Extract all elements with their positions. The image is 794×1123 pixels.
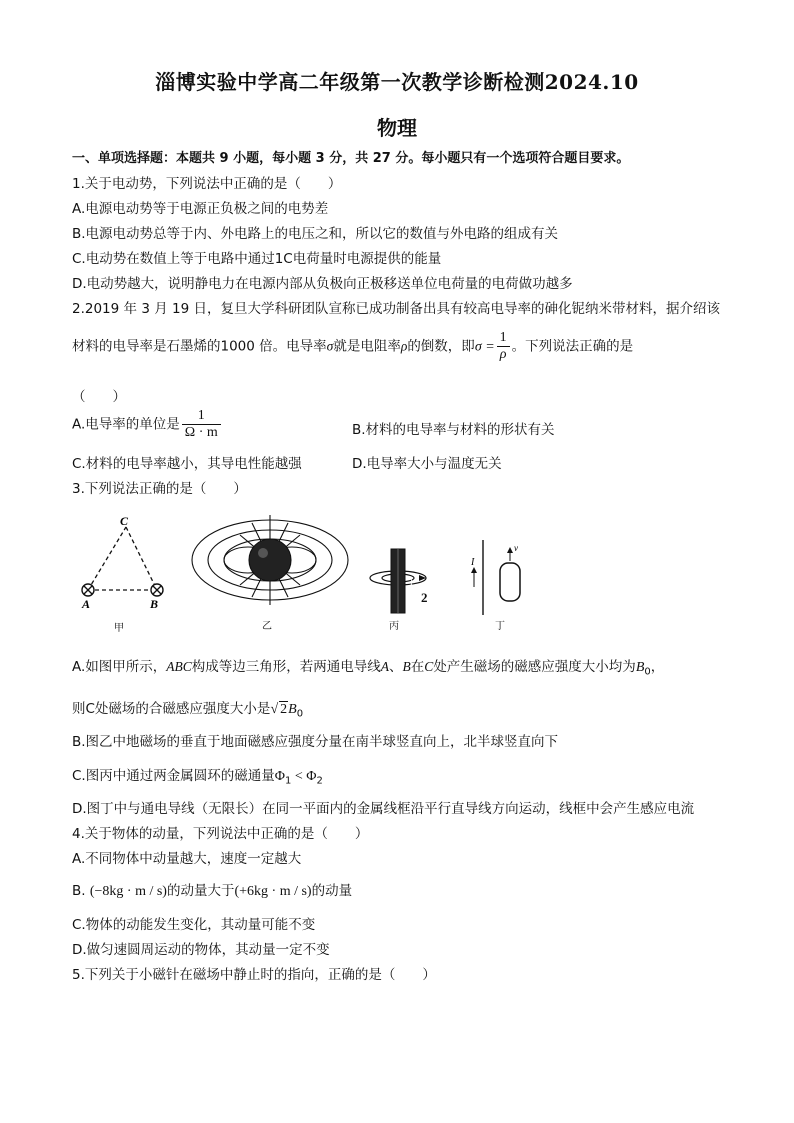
q1-stem: 1.关于电动势，下列说法中正确的是（ ） — [72, 176, 342, 192]
label-ding: 丁 — [495, 621, 505, 632]
q3-a-point-c: C — [424, 659, 434, 674]
label-one: 1 — [409, 577, 414, 587]
q3-a2-b: B — [288, 702, 297, 717]
q3-option-d: D.图丁中与通电导线（无限长）在同一平面内的金属线框沿平行直导线方向运动，线框中会产生感应电流 — [72, 801, 695, 817]
q3-c-sub2: 2 — [316, 775, 323, 787]
q2-option-d: D.电导率大小与温度无关 — [352, 456, 502, 472]
figure-bing — [370, 549, 428, 632]
label-bing: 丙 — [389, 621, 399, 632]
q3-a2-b-sub: 0 — [296, 708, 304, 720]
q3-a-end: ， — [650, 659, 665, 675]
label-jia: 甲 — [114, 623, 124, 634]
q3-a2-sqrt: 2 — [280, 702, 288, 717]
q2-text-a: 材料的电导率是石墨烯的1000 倍。电导率 — [72, 338, 327, 355]
q3-a-wire-a: A — [380, 659, 390, 674]
q3-c-lt: < — [291, 769, 307, 784]
q3-c-phi1: Φ — [274, 769, 285, 784]
q3-c-sub1: 1 — [284, 775, 292, 787]
label-i: I — [471, 557, 475, 568]
q3-c-phi2: Φ — [306, 769, 317, 784]
label-a: A — [82, 597, 91, 611]
q5-stem: 5.下列关于小磁针在磁场中静止时的指向，正确的是（ ） — [72, 967, 436, 983]
q3-a-wire-b: B — [402, 659, 411, 674]
q2-stem-line1: 2.2019 年 3 月 19 日，复旦大学科研团队宣称已成功制备出具有较高电导率的砷化铌纳米带材料，据介绍该 — [72, 301, 720, 317]
q3-a-b0: B — [635, 660, 645, 675]
q2-option-c: C.材料的电导率越小，其导电性能越强 — [72, 456, 302, 472]
q3-option-a-line1 — [72, 655, 664, 678]
q4-option-a: A.不同物体中动量越大，速度一定越大 — [72, 851, 302, 867]
q2-option-b: B.材料的电导率与材料的形状有关 — [352, 422, 555, 438]
exam-title: 淄博实验中学高二年级第一次教学诊断检测2024.10 — [155, 70, 639, 94]
q4-stem: 4.关于物体的动量，下列说法中正确的是（ ） — [72, 826, 369, 842]
q2-unit-fraction — [182, 408, 221, 441]
figure-jia — [81, 514, 163, 634]
q3-a-b0-sub: 0 — [644, 666, 651, 678]
q3-a-text1: A.如图甲所示， — [72, 659, 167, 675]
label-v: v — [514, 543, 518, 553]
q2-stem-line2 — [72, 330, 633, 363]
q3-a2-text: 则C处磁场的合磁感应强度大小是 — [72, 701, 271, 717]
q3-option-c — [72, 764, 323, 787]
q2-rho: ρ — [400, 338, 408, 354]
q4-b-mid: 的动量大于 — [166, 883, 235, 899]
label-yi: 乙 — [262, 621, 272, 632]
q3-option-a-line2 — [72, 697, 303, 720]
q3-a-text2: 构成等边三角形，若两通电导线 — [191, 659, 381, 675]
q2-text-c: 的倒数，即 — [407, 338, 475, 355]
q3-a-text3: 在 — [410, 659, 425, 675]
q2-sigma: σ — [326, 338, 334, 354]
q2-eq: σ = — [474, 339, 495, 355]
q2-unit-num: 1 — [182, 408, 221, 425]
q2-unit-den: Ω · m — [184, 425, 218, 440]
q4-option-c: C.物体的动能发生变化，其动量可能不变 — [72, 917, 316, 933]
q4-b-momentum2: (+6kg · m / s) — [234, 884, 312, 899]
q3-option-b: B.图乙中地磁场的垂直于地面磁感应强度分量在南半球竖直向上，北半球竖直向下 — [72, 734, 559, 750]
q1-option-b: B.电源电动势总等于内、外电路上的电压之和，所以它的数值与外电路的组成有关 — [72, 226, 559, 242]
q2-text-b: 就是电阻率 — [333, 338, 401, 355]
q2-frac-den: ρ — [499, 347, 507, 362]
q4-b-end: 的动量 — [311, 883, 353, 899]
label-c: C — [120, 514, 129, 528]
subject-title: 物理 — [377, 116, 417, 140]
q2-fraction — [497, 330, 510, 363]
q3-a-abc: ABC — [166, 659, 192, 674]
q2-text-d: 。下列说法正确的是 — [511, 338, 634, 355]
q1-option-d: D.电动势越大，说明静电力在电源内部从负极向正极移送单位电荷量的电荷做功越多 — [72, 276, 573, 292]
section-heading: 一、单项选择题：本题共 9 小题，每小题 3 分，共 27 分。每小题只有一个选项符合题目要求。 — [72, 151, 630, 166]
q3-c-text: C.图丙中通过两金属圆环的磁通量 — [72, 768, 275, 784]
q3-stem: 3.下列说法正确的是（ ） — [72, 481, 247, 497]
figure-ding — [470, 540, 520, 632]
q1-option-c: C.电动势在数值上等于电路中通过1C电荷量时电源提供的能量 — [72, 251, 442, 267]
q3-a-sep: 、 — [389, 659, 403, 675]
q4-b-momentum1: (−8kg · m / s) — [89, 884, 167, 899]
q4-option-d: D.做匀速圆周运动的物体，其动量一定不变 — [72, 942, 330, 958]
q4-option-b — [72, 879, 352, 900]
label-two: 2 — [421, 590, 428, 605]
q2-frac-num: 1 — [497, 330, 510, 347]
label-b: B — [150, 597, 159, 611]
q2-option-a — [72, 408, 223, 441]
figure-yi — [192, 515, 348, 632]
q3-a-text4: 处产生磁场的磁感应强度大小均为 — [433, 659, 636, 675]
q2-answer-paren: （ ） — [72, 389, 126, 405]
q4-b-prefix: B. — [72, 883, 90, 899]
q1-option-a: A.电源电动势等于电源正负极之间的电势差 — [72, 201, 329, 217]
q3-figures — [0, 505, 794, 645]
q2-option-a-text: A.电导率的单位是 — [72, 416, 180, 433]
sqrt-symbol: √ — [270, 702, 279, 717]
